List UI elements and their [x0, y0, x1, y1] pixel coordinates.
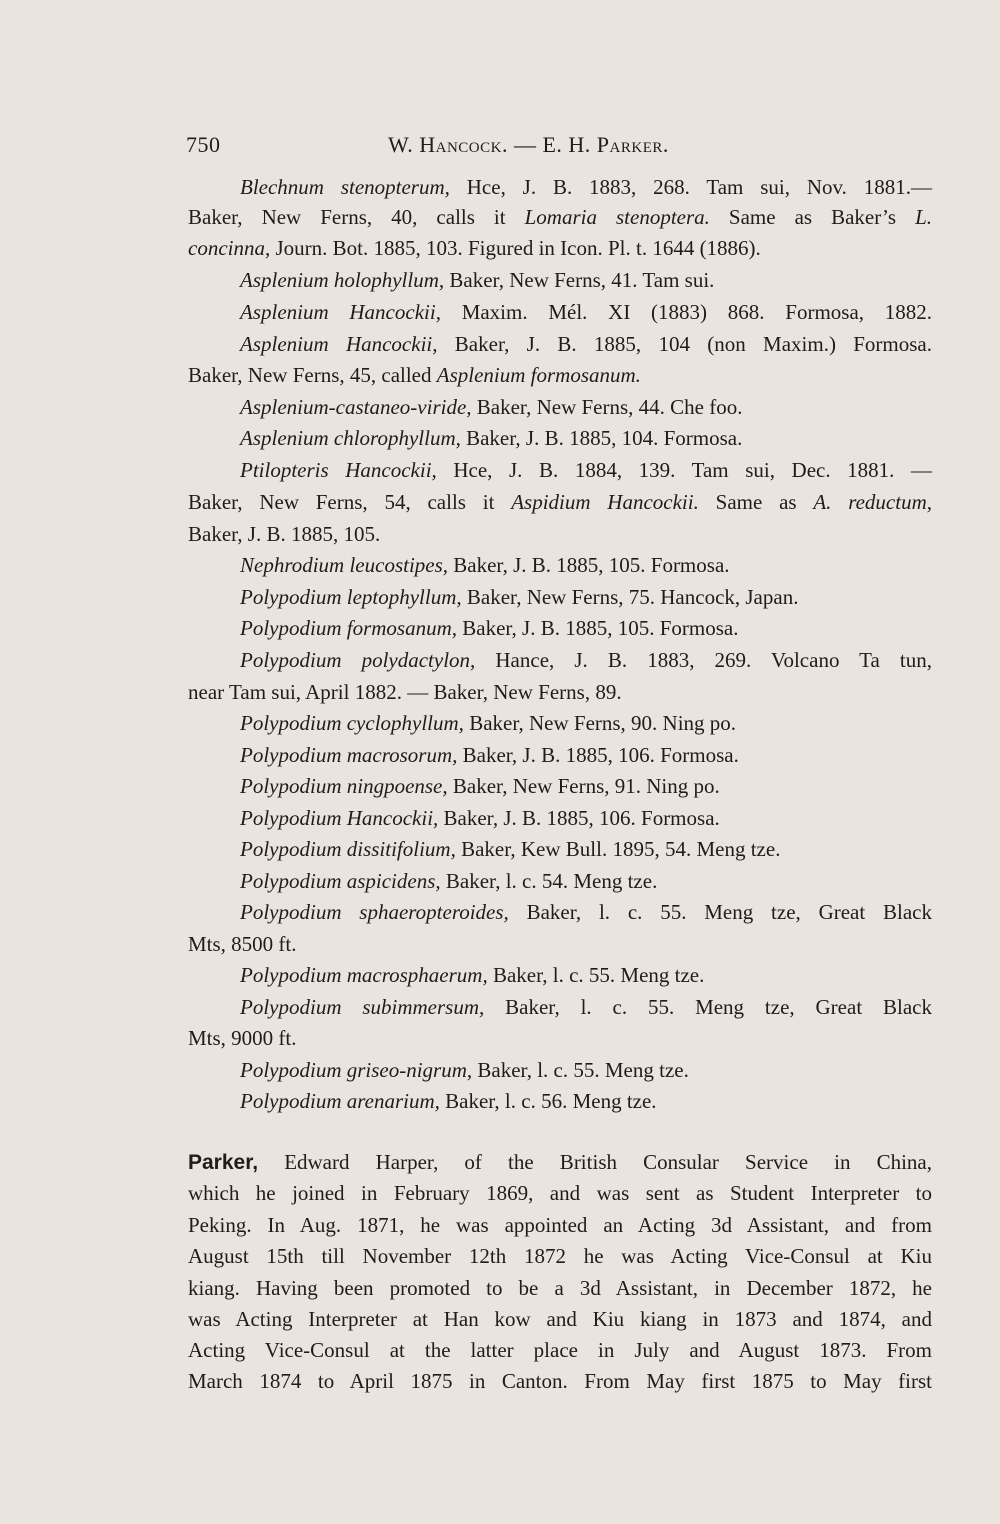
entry-line: Polypodium macrosorum, Baker, J. B. 1885, 106. Formosa.	[240, 743, 739, 767]
entry-line: concinna, Journ. Bot. 1885, 103. Figured in Icon. Pl. t. 1644 (1886).	[188, 236, 761, 260]
entry-line: near Tam sui, April 1882. — Baker, New Ferns, 89.	[188, 680, 622, 704]
biography-heading: Parker,	[188, 1151, 259, 1174]
entry-line: Polypodium subimmersum, Baker, l. c. 55. Meng tze, Great Black	[240, 995, 933, 1019]
biography-line: Parker, Edward Harper, of the British Consular Service in China,	[188, 1150, 932, 1174]
entry-line: Baker, J. B. 1885, 105.	[188, 522, 381, 546]
entry-line: Baker, New Ferns, 54, calls it Aspidium Hancockii. Same as A. reductum,	[188, 490, 932, 514]
entry-line: Polypodium arenarium, Baker, l. c. 56. Meng tze.	[240, 1089, 657, 1113]
entry-line: Baker, New Ferns, 40, calls it Lomaria stenoptera. Same as Baker’s L.	[188, 205, 932, 229]
entry-line: Polypodium leptophyllum, Baker, New Ferns, 75. Hancock, Japan.	[240, 585, 799, 609]
entry-line: Polypodium formosanum, Baker, J. B. 1885, 105. Formosa.	[240, 616, 739, 640]
entry-line: Polypodium sphaeropteroides, Baker, l. c. 55. Meng tze, Great Black	[240, 900, 932, 924]
entry-line: Polypodium aspicidens, Baker, l. c. 54. Meng tze.	[240, 869, 658, 893]
biography-line: was Acting Interpreter at Han kow and Kiu kiang in 1873 and 1874, and	[188, 1307, 932, 1331]
biography-line: March 1874 to April 1875 in Canton. From May first 1875 to May first	[188, 1369, 932, 1393]
entry-line: Asplenium chlorophyllum, Baker, J. B. 1885, 104. Formosa.	[240, 426, 743, 450]
entry-line: Polypodium Hancockii, Baker, J. B. 1885, 106. Formosa.	[240, 806, 720, 830]
entry-line: Asplenium holophyllum, Baker, New Ferns, 41. Tam sui.	[240, 268, 715, 292]
biography-line: August 15th till November 12th 1872 he was Acting Vice-Consul at Kiu	[188, 1244, 932, 1268]
biography-line: which he joined in February 1869, and was sent as Student Interpreter to	[188, 1181, 932, 1205]
entry-line: Polypodium cyclophyllum, Baker, New Ferns, 90. Ning po.	[240, 711, 737, 735]
entry-line: Polypodium griseo-nigrum, Baker, l. c. 55. Meng tze.	[240, 1058, 689, 1082]
page-number: 750	[186, 132, 221, 157]
entry-line: Asplenium Hancockii, Baker, J. B. 1885, 104 (non Maxim.) Formosa.	[240, 332, 932, 356]
entry-line: Nephrodium leucostipes, Baker, J. B. 1885, 105. Formosa.	[240, 553, 730, 577]
biography-line: kiang. Having been promoted to be a 3d Assistant, in December 1872, he	[188, 1276, 932, 1300]
entry-line: Polypodium polydactylon, Hance, J. B. 1883, 269. Volcano Ta tun,	[240, 648, 933, 672]
entry-line: Blechnum stenopterum, Hce, J. B. 1883, 268. Tam sui, Nov. 1881.—	[240, 175, 933, 199]
entry-line: Ptilopteris Hancockii, Hce, J. B. 1884, 139. Tam sui, Dec. 1881. —	[240, 458, 933, 482]
running-head: W. Hancock. — E. H. Parker.	[388, 132, 669, 157]
entry-line: Mts, 9000 ft.	[188, 1026, 297, 1050]
biography-line: Acting Vice-Consul at the latter place in July and August 1873. From	[188, 1338, 932, 1362]
entry-line: Polypodium dissitifolium, Baker, Kew Bull. 1895, 54. Meng tze.	[240, 837, 781, 861]
page-header	[186, 128, 746, 162]
entry-line: Polypodium macrosphaerum, Baker, l. c. 55. Meng tze.	[240, 963, 705, 987]
entry-line: Mts, 8500 ft.	[188, 932, 297, 956]
entry-line: Asplenium-castaneo-viride, Baker, New Ferns, 44. Che foo.	[240, 395, 743, 419]
entry-line: Polypodium ningpoense, Baker, New Ferns, 91. Ning po.	[240, 774, 720, 798]
entry-line: Asplenium Hancockii, Maxim. Mél. XI (1883) 868. Formosa, 1882.	[240, 300, 933, 324]
biography-line: Peking. In Aug. 1871, he was appointed an Acting 3d Assistant, and from	[188, 1213, 932, 1237]
entry-line: Baker, New Ferns, 45, called Asplenium formosanum.	[188, 363, 641, 387]
